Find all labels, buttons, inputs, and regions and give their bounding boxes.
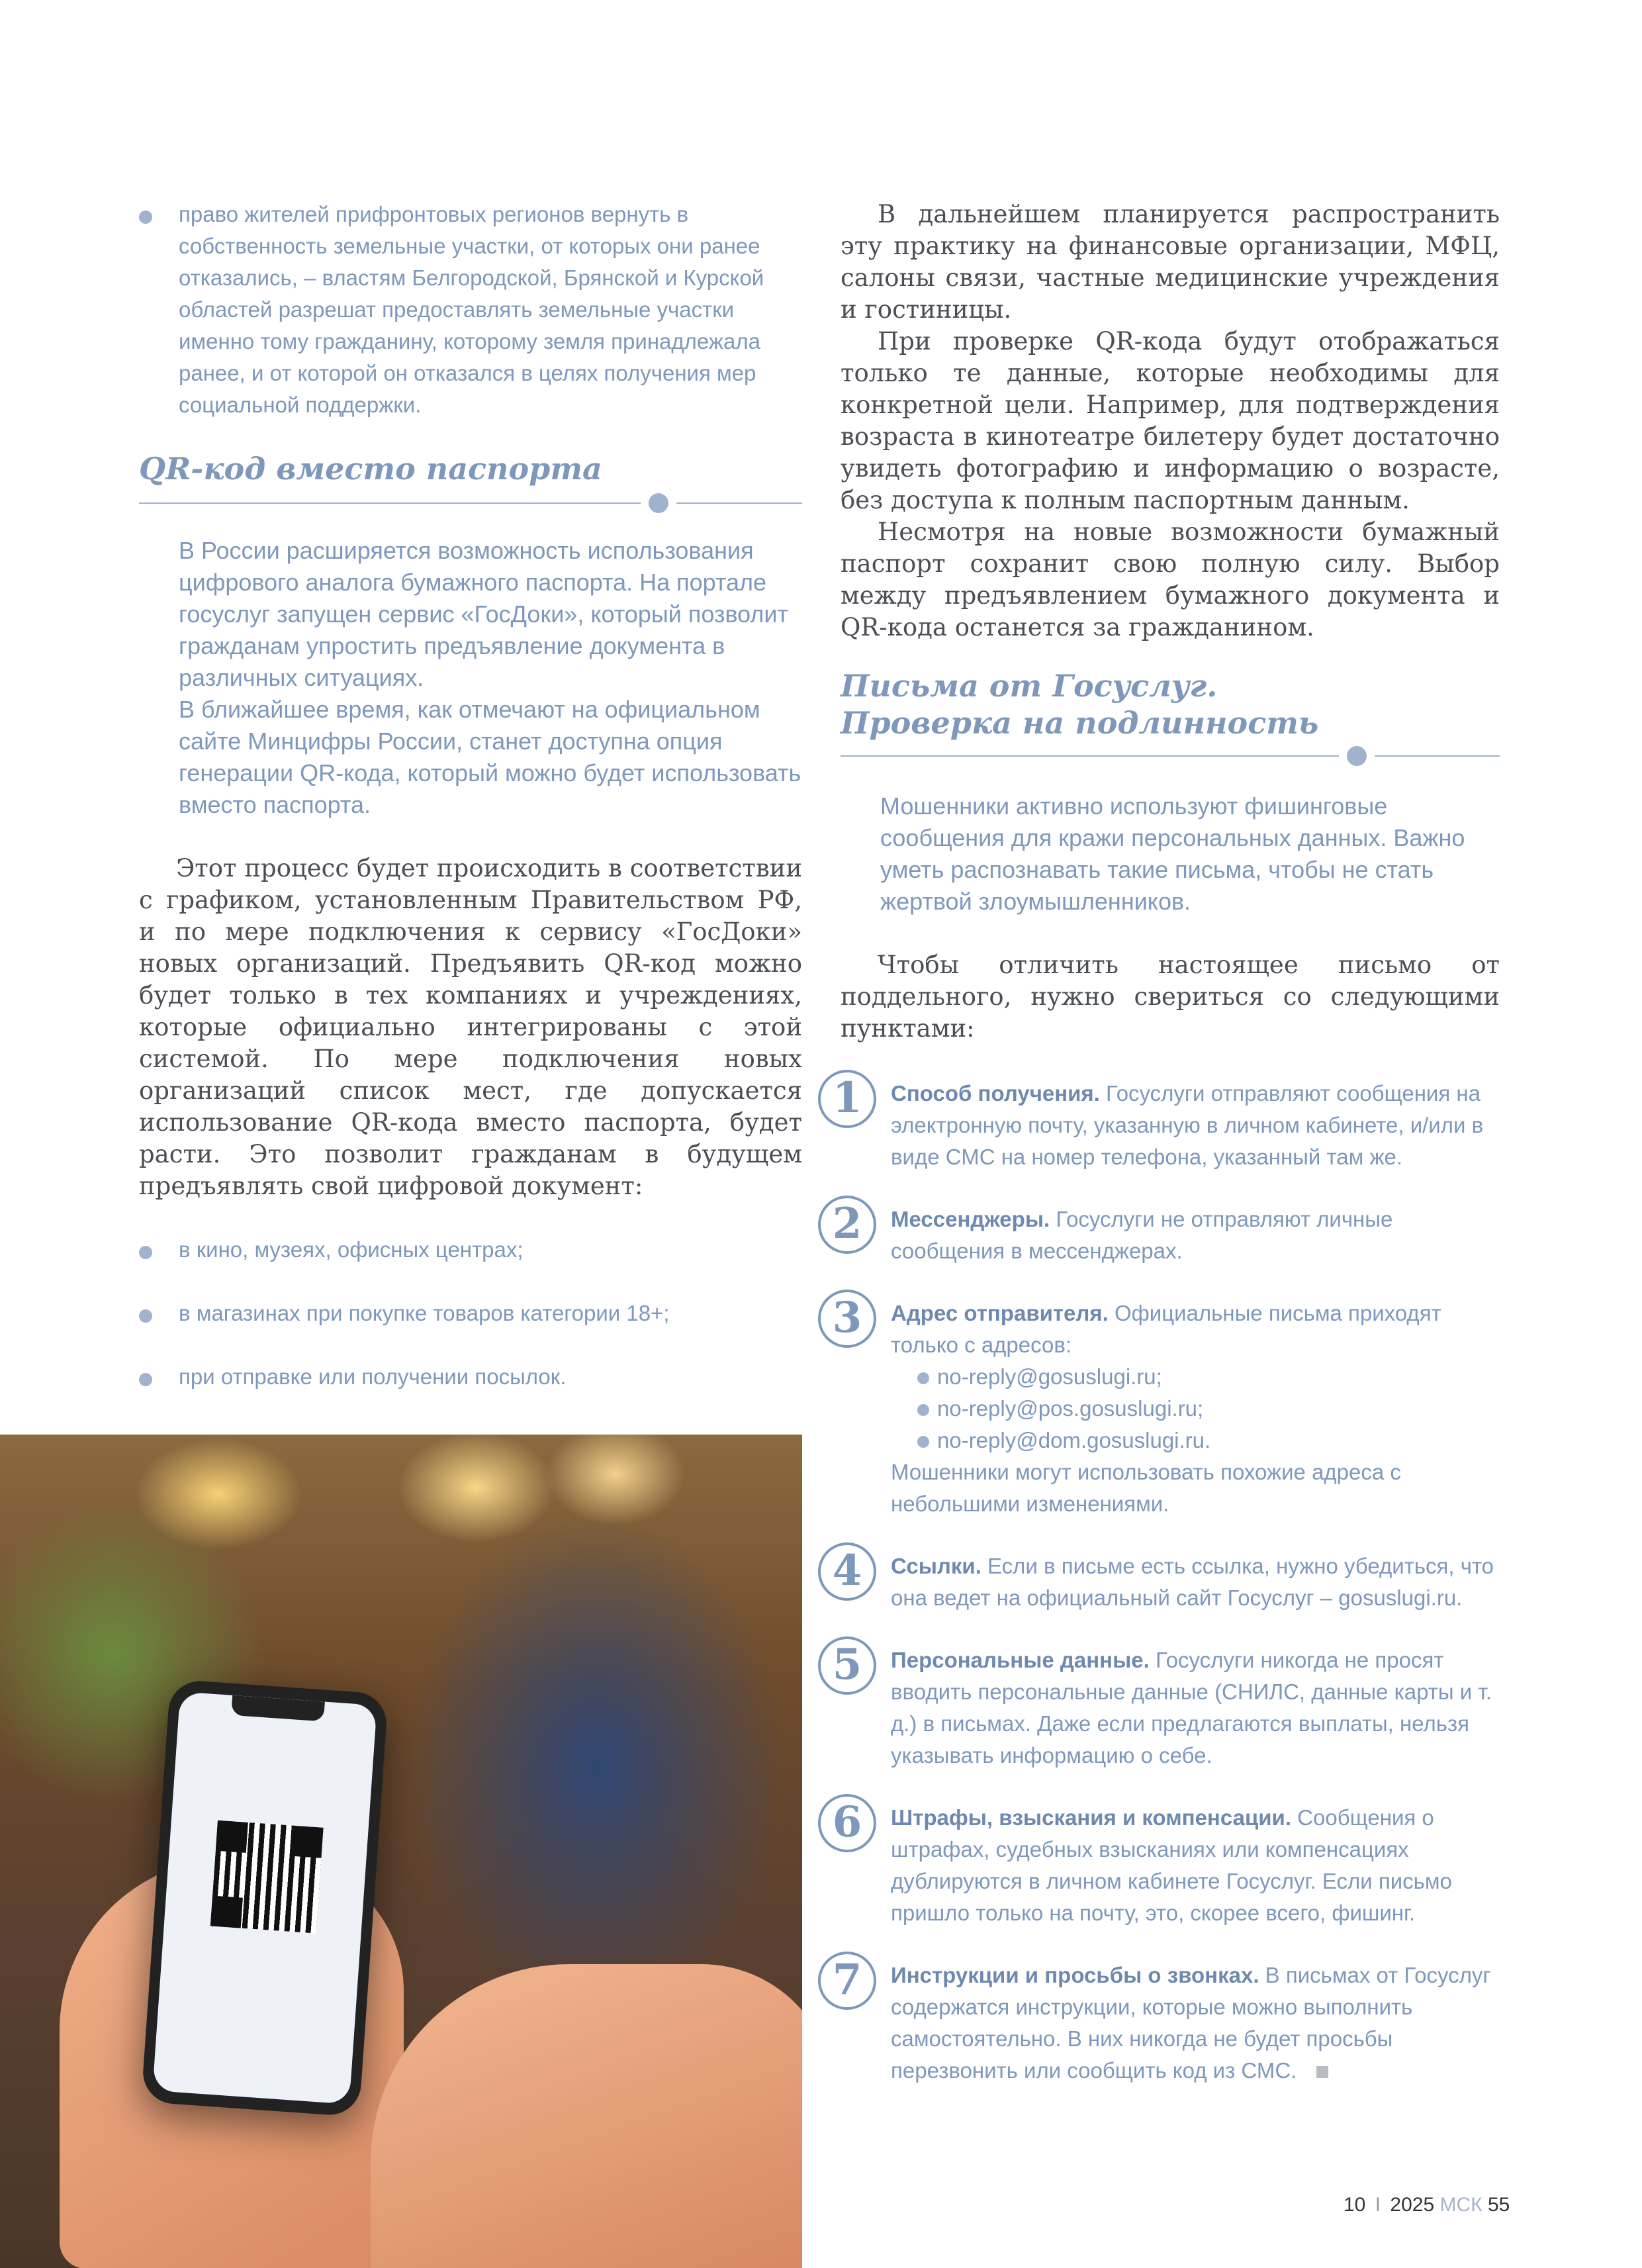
list-item: в кино, музеях, офисных центрах; (139, 1234, 802, 1266)
checklist-item (832, 1073, 1500, 1173)
number-badge: 4 (818, 1542, 876, 1601)
right-column (832, 199, 1500, 2117)
checklist-item (832, 1797, 1500, 1929)
body-paragraph: При проверке QR-кода будут отображаться только те данные, которые необходимы для конкретной цели. Например, для подтверждения возраста в кинотеатре билетеру будет достаточно увидеть фотографию и информацию о возрасте, без доступа к полным паспортным данным. (841, 327, 1500, 514)
address-item: no-reply@pos.gosuslugi.ru; (917, 1393, 1500, 1425)
item-text: Способ получения. Госуслуги отправляют сообщения на электронную почту, указанную в личном кабинете, и/или в виде СМС на номер телефона, указанный там же. (891, 1081, 1484, 1169)
divider-line (139, 502, 802, 504)
number-badge: 1 (818, 1070, 876, 1128)
item-title: Штрафы, взыскания и компенсации. (891, 1805, 1291, 1830)
checklist-item (832, 1293, 1500, 1520)
left-column (139, 199, 802, 1425)
item-title: Способ получения. (891, 1081, 1100, 1106)
number-badge: 6 (818, 1794, 876, 1852)
item-title: Адрес отправителя. (891, 1301, 1109, 1325)
item-note: Мошенники могут использовать похожие адреса с небольшими изменениями. (891, 1460, 1401, 1516)
top-bullet-list (139, 199, 802, 421)
checklist-item (832, 1640, 1500, 1772)
divider-dot (1347, 746, 1367, 766)
item-text: Адрес отправителя. Официальные письма приходят только с адресов: (891, 1301, 1441, 1357)
item-text: Мессенджеры. Госуслуги не отправляют личные сообщения в мессенджерах. (891, 1207, 1393, 1263)
divider-dot (649, 493, 668, 513)
item-text: Штрафы, взыскания и компенсации. Сообщения о штрафах, судебных взысканиях или компенсациях дублируются в личном кабинете Госуслуг. Если письмо пришло только на почту, это, скорее всего, фишинг. (891, 1805, 1452, 1925)
issue-year: 2025 (1390, 2194, 1435, 2216)
hand-right (371, 1964, 802, 2268)
heading-divider (841, 743, 1500, 769)
phone-notch (231, 1695, 325, 1722)
phone-qr-photo (0, 1435, 802, 2268)
body-paragraph: Несмотря на новые возможности бумажный паспорт сохранит свою полную силу. Выбор между предъявлением бумажного документа и QR-кода останется за гражданином. (841, 518, 1500, 641)
lead-paragraph: В России расширяется возможность использования цифрового аналога бумажного паспорта. На портале госуслуг запущен сервис «ГосДоки», который позволит гражданам упростить предъявление документа в различных ситуациях. (179, 537, 789, 691)
number-badge: 7 (818, 1952, 876, 2010)
body-paragraph: В дальнейшем планируется распространить эту практику на финансовые организации, МФЦ, салоны связи, частные медицинские учреждения и гостиницы. (841, 200, 1500, 324)
heading-line: Письма от Госуслуг. (841, 668, 1218, 704)
qr-code-icon (210, 1820, 324, 1934)
item-title: Мессенджеры. (891, 1207, 1050, 1231)
item-title: Ссылки. (891, 1554, 981, 1578)
end-of-article-icon (1316, 2066, 1328, 2078)
checklist-item (832, 1955, 1500, 2087)
item-text: Ссылки. Если в письме есть ссылка, нужно убедиться, что она ведет на официальный сайт Госуслуг – gosuslugi.ru. (891, 1554, 1494, 1610)
item-title: Персональные данные. (891, 1648, 1150, 1672)
heading-line: Проверка на подлинность (841, 705, 1319, 741)
address-item: no-reply@gosuslugi.ru; (917, 1361, 1500, 1393)
issue-number: 10 (1344, 2194, 1366, 2216)
address-list (917, 1361, 1500, 1456)
checklist (832, 1073, 1500, 2087)
lead-block (139, 535, 802, 821)
lead-paragraph: В ближайшее время, как отмечают на официальном сайте Минцифры России, станет доступна опция генерации QR-кода, который можно будет использовать вместо паспорта. (179, 696, 801, 818)
lead-paragraph: Мошенники активно используют фишинговые сообщения для кражи персональных данных. Важно уметь распознавать такие письма, чтобы не стать жертвой злоумышленников. (880, 792, 1465, 915)
checklist-item (832, 1199, 1500, 1267)
address-item: no-reply@dom.gosuslugi.ru. (917, 1425, 1500, 1456)
page-number: 55 (1487, 2194, 1510, 2216)
heading-divider (139, 490, 802, 516)
item-title: Инструкции и просьбы о звонках. (891, 1963, 1259, 1987)
phone-screen (152, 1691, 377, 2104)
intro-paragraph: Чтобы отличить настоящее письмо от поддельного, нужно свериться со следующими пунктами: (841, 951, 1500, 1043)
magazine-name: МСК (1439, 2194, 1482, 2216)
body-paragraph: Этот процесс будет происходить в соответствии с графиком, установленным Правительством РФ, и по мере подключения к сервису «ГосДоки» новых организаций. Предъявить QR-код можно будет только в тех компаниях и учреждениях, которые официально интегрированы с этой системой. По мере подключения новых организаций список мест, где допускается использование QR-кода вместо паспорта, будет расти. Это позволит гражданам в будущем предъявлять свой цифровой документ: (139, 854, 802, 1200)
number-badge: 3 (818, 1290, 876, 1348)
footer-separator: I (1375, 2194, 1381, 2216)
list-item: при отправке или получении посылок. (139, 1361, 802, 1393)
item-text: Персональные данные. Госуслуги никогда не просят вводить персональные данные (СНИЛС, данные карты и т. д.) в письмах. Даже если предлагаются выплаты, нельзя указывать информацию о себе. (891, 1648, 1492, 1768)
list-item: право жителей прифронтовых регионов вернуть в собственность земельные участки, от которых они ранее отказались, – властям Белгородской, Брянской и Курской областей разрешат предоставлять земельные участки именно тому гражданину, которому земля принадлежала ранее, и от которой он отказался в целях получения мер социальной поддержки. (139, 199, 802, 421)
number-badge: 2 (818, 1196, 876, 1254)
divider-line (841, 755, 1500, 757)
page-footer (1344, 2192, 1510, 2218)
smartphone (141, 1679, 388, 2116)
list-item: в магазинах при покупке товаров категории 18+; (139, 1298, 802, 1329)
section-heading-letters (841, 667, 1500, 741)
section-heading-qr: QR-код вместо паспорта (139, 451, 602, 487)
checklist-item (832, 1546, 1500, 1614)
places-list (139, 1234, 802, 1393)
item-text: Инструкции и просьбы о звонках. В письмах от Госуслуг содержатся инструкции, которые можно выполнить самостоятельно. В них никогда не будет просьбы перезвонить или сообщить код из СМС. (891, 1963, 1491, 2083)
number-badge: 5 (818, 1636, 876, 1695)
